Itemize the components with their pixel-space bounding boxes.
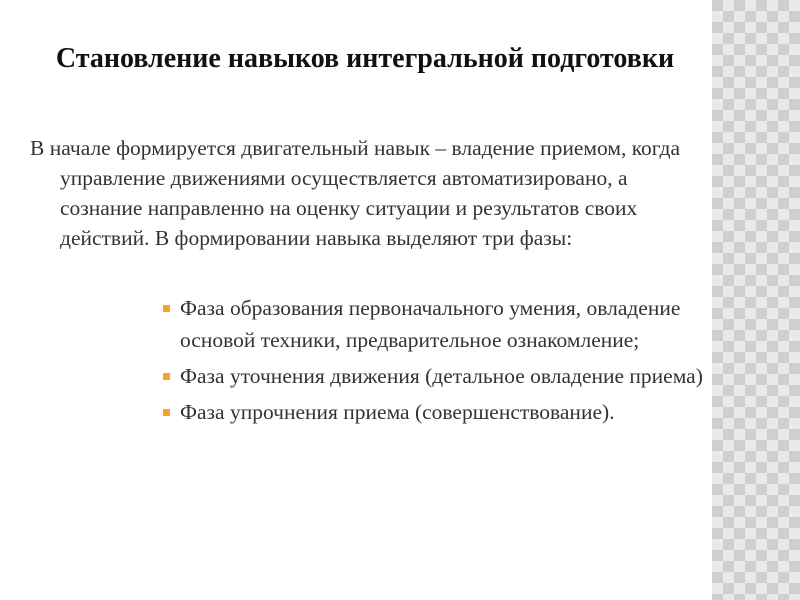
square-bullet-icon: [163, 305, 170, 312]
phase-text: Фаза образования первоначального умения, овладение основой техники, предварительное ознакомление;: [180, 296, 681, 352]
square-bullet-icon: [163, 373, 170, 380]
phase-list: [160, 292, 708, 432]
list-item: [160, 360, 708, 392]
phase-text: Фаза упрочнения приема (совершенствование).: [180, 400, 615, 424]
list-item: [160, 292, 708, 356]
decorative-side-panel: [712, 0, 800, 600]
phase-text: Фаза уточнения движения (детальное овладение приема): [180, 364, 703, 388]
list-item: [160, 396, 708, 428]
intro-paragraph: В начале формируется двигательный навык – владение приемом, когда управление движениями осуществляется автоматизировано, а сознание направленно на оценку ситуации и результатов своих действий. В формировании навыка выделяют три фазы:: [30, 136, 681, 250]
slide-title: Становление навыков интегральной подготовки: [55, 43, 675, 74]
square-bullet-icon: [163, 409, 170, 416]
